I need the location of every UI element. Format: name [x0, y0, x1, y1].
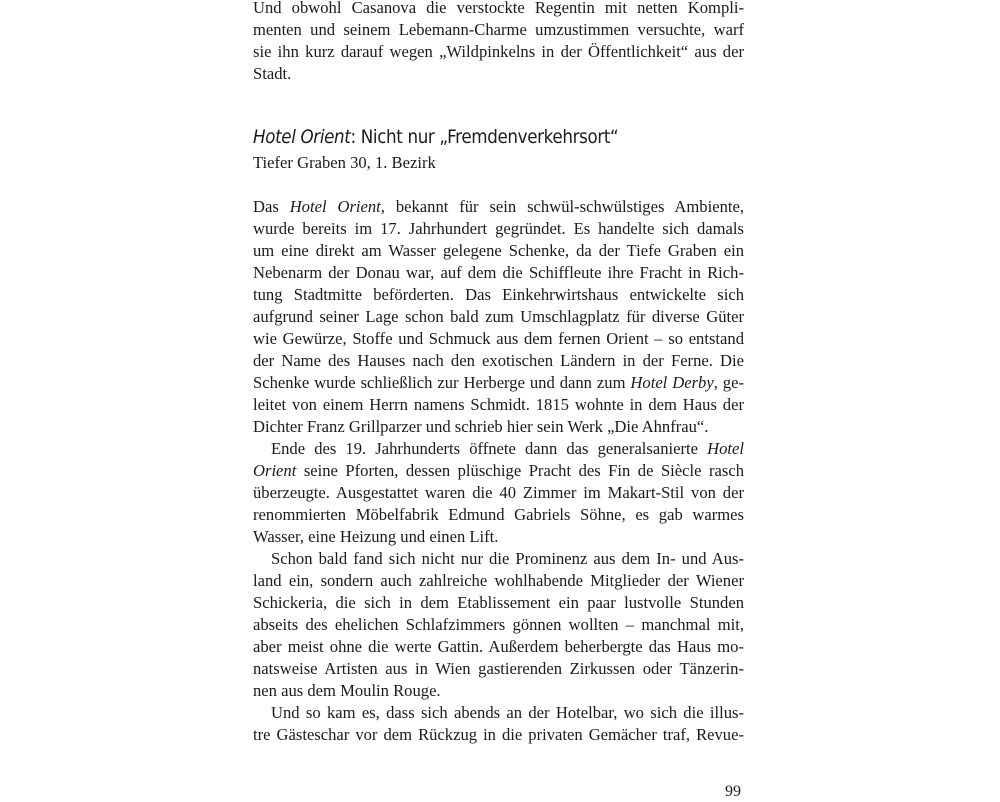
paragraph-1-line	[253, 196, 744, 218]
paragraph-1-line: leitet von einem Herrn namens Schmidt. 1815 wohnte in dem Haus der	[253, 395, 744, 414]
paragraph-3-line: Schickeria, die sich in dem Etablissement ein paar lustvolle Stunden	[253, 593, 744, 612]
italic-hotel: Hotel	[707, 439, 744, 458]
paragraph-3-line: aber meist ohne die werte Gattin. Außerdem beherbergte das Haus mo-	[253, 637, 744, 656]
italic-hotel-orient: Hotel Orient	[289, 197, 381, 216]
intro-line: sie ihn kurz darauf wegen „Wildpinkelns in der Öffentlichkeit“ aus der	[253, 42, 744, 61]
paragraph-2-line	[253, 438, 744, 460]
paragraph-1-line: der Name des Hauses nach den exotischen Ländern in der Ferne. Die	[253, 351, 744, 370]
section-title-rest: : Nicht nur „Fremdenverkehrsort“	[350, 126, 619, 148]
paragraph-1-line: Dichter Franz Grillparzer und schrieb hier sein Werk „Die Ahnfrau“.	[253, 417, 709, 436]
intro-line: Stadt.	[253, 64, 292, 83]
paragraph-2-line: überzeugte. Ausgestattet waren die 40 Zimmer im Makart-Stil von der	[253, 483, 744, 502]
section-address: Tiefer Graben 30, 1. Bezirk	[253, 153, 436, 172]
paragraph-1-line: aufgrund seiner Lage schon bald zum Umschlagplatz für diverse Güter	[253, 307, 744, 326]
intro-paragraph	[253, 0, 744, 85]
paragraph-2-line	[253, 460, 744, 482]
text-fragment: Schenke wurde schließlich zur Herberge und dann zum	[253, 373, 631, 392]
text-fragment: Das	[253, 197, 290, 216]
paragraph-1-line: Nebenarm der Donau war, auf dem die Schiffleute ihre Fracht in Rich-	[253, 263, 744, 282]
paragraph-2-line: renommierten Möbelfabrik Edmund Gabriels Söhne, es gab warmes	[253, 505, 744, 524]
paragraph-4-line: Und so kam es, dass sich abends an der Hotelbar, wo sich die illus-	[271, 703, 744, 722]
paragraph-1-line: um eine direkt am Wasser gelegene Schenke, da der Tiefe Graben ein	[253, 241, 744, 260]
text-fragment: seine Pforten, dessen plüschige Pracht des Fin de Siècle rasch	[296, 461, 744, 480]
italic-orient: Orient	[253, 461, 297, 480]
text-fragment: Ende des 19. Jahrhunderts öffnete dann das generalsanierte	[271, 439, 708, 458]
paragraph-2-line: Wasser, eine Heizung und einen Lift.	[253, 527, 499, 546]
page-number: 99	[725, 783, 741, 800]
paragraph-1-line: tung Stadtmitte beförderten. Das Einkehrwirtshaus entwickelte sich	[253, 285, 744, 304]
paragraph-1-line: wurde bereits im 17. Jahrhundert gegründet. Es handelte sich damals	[253, 219, 744, 238]
intro-line: menten und seinem Lebemann-Charme umzustimmen versuchte, warf	[253, 20, 744, 39]
text-fragment: , bekannt für sein schwül-schwülstiges Ambiente,	[380, 197, 744, 216]
italic-hotel-derby: Hotel Derby	[630, 373, 714, 392]
section-heading	[253, 124, 685, 150]
paragraph-3-line: nen aus dem Moulin Rouge.	[253, 681, 441, 700]
body-text	[253, 196, 744, 746]
section-title-italic: Hotel Orient	[253, 126, 351, 148]
paragraph-1-line	[253, 372, 744, 394]
text-fragment: , ge-	[713, 373, 744, 392]
paragraph-3-line: natsweise Artisten aus in Wien gastierenden Zirkussen oder Tänzerin-	[253, 659, 744, 678]
intro-line: Und obwohl Casanova die verstockte Regentin mit netten Kompli-	[253, 0, 744, 17]
paragraph-3-line: Schon bald fand sich nicht nur die Prominenz aus dem In- und Aus-	[271, 549, 744, 568]
paragraph-3-line: land ein, sondern auch zahlreiche wohlhabende Mitglieder der Wiener	[253, 571, 744, 590]
paragraph-3-line: abseits des ehelichen Schlafzimmers gönnen wollten – manchmal mit,	[253, 615, 744, 634]
paragraph-4-line: tre Gästeschar vor dem Rückzug in die privaten Gemächer traf, Revue-	[253, 725, 744, 744]
paragraph-1-line: wie Gewürze, Stoffe und Schmuck aus dem fernen Orient – so entstand	[253, 329, 744, 348]
